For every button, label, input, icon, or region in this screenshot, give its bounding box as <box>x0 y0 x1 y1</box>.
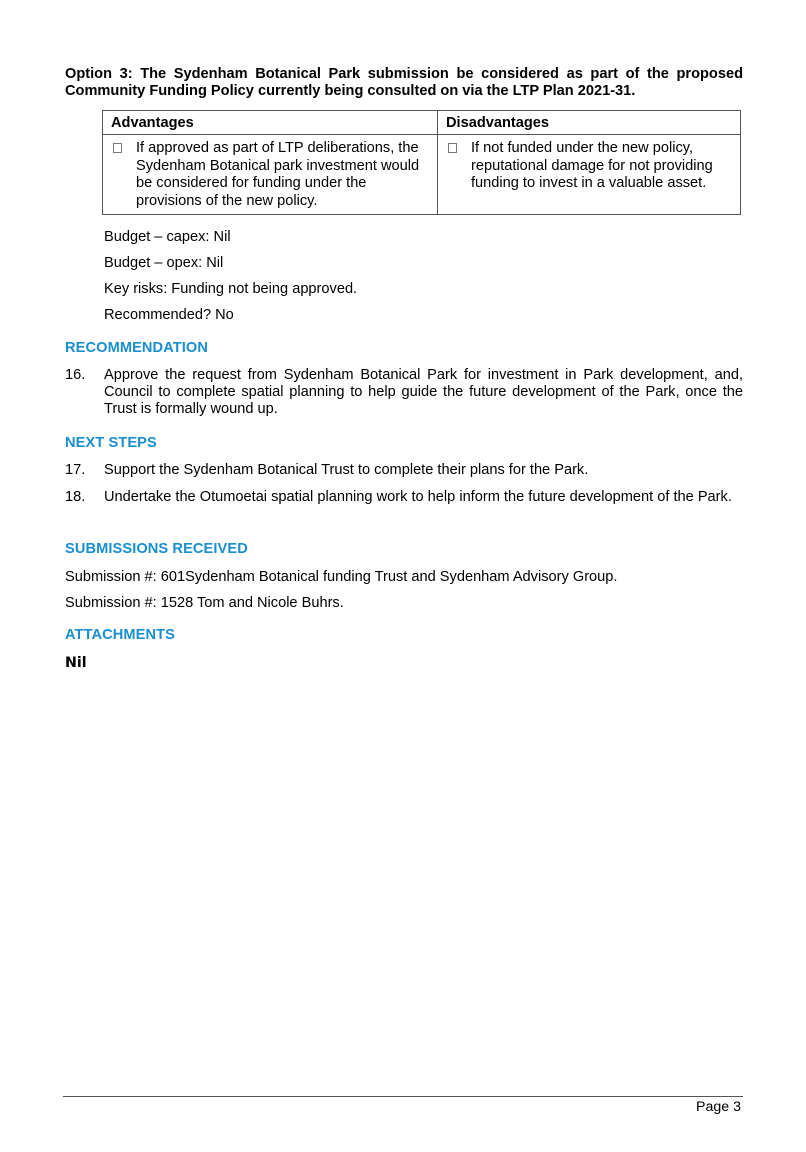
item-text: Approve the request from Sydenham Botanical Park for investment in Park development, and, Council to complete spatial planning to help guide the future development of the Park, once the Trust is formally wound up. <box>104 367 743 417</box>
budget-opex: Budget – opex: Nil <box>104 255 224 271</box>
recommended-status: Recommended? No <box>104 307 234 323</box>
option-heading: Option 3: The Sydenham Botanical Park submission be considered as part of the proposed Community Funding Policy currently being consulted on via the LTP Plan 2021-31. <box>65 66 743 99</box>
budget-capex: Budget – capex: Nil <box>104 229 231 245</box>
bullet-box-icon <box>448 143 457 153</box>
list-item <box>65 489 743 506</box>
list-item <box>65 462 743 479</box>
advantage-text: If approved as part of LTP deliberations, the Sydenham Botanical park investment would be considered for funding under the provisions of the new policy. <box>136 140 420 209</box>
next-steps-heading: NEXT STEPS <box>65 435 157 451</box>
options-table <box>102 110 741 215</box>
disadvantage-text: If not funded under the new policy, reputational damage for not providing funding to invest in a valuable asset. <box>471 140 713 191</box>
advantages-header: Advantages <box>103 111 438 135</box>
item-number: 17. <box>65 462 86 478</box>
item-text: Support the Sydenham Botanical Trust to complete their plans for the Park. <box>104 462 589 478</box>
item-number: 16. <box>65 367 86 383</box>
footer-divider <box>63 1096 743 1097</box>
submissions-heading: SUBMISSIONS RECEIVED <box>65 541 248 557</box>
recommendation-heading: RECOMMENDATION <box>65 340 209 356</box>
item-text: Undertake the Otumoetai spatial planning work to help inform the future development of the Park. <box>104 489 732 505</box>
advantage-bullet <box>111 140 429 210</box>
attachments-heading: ATTACHMENTS <box>65 627 175 643</box>
table-header-row <box>103 111 741 135</box>
item-number: 18. <box>65 489 86 505</box>
key-risks: Key risks: Funding not being approved. <box>104 281 358 297</box>
submission-item: Submission #: 601Sydenham Botanical funding Trust and Sydenham Advisory Group. <box>65 569 618 585</box>
disadvantage-bullet <box>446 140 732 193</box>
table-row <box>103 135 741 215</box>
bullet-box-icon <box>113 143 122 153</box>
attachments-value: Nil <box>65 655 87 671</box>
disadvantages-header: Disadvantages <box>438 111 741 135</box>
page-number: Page 3 <box>696 1099 741 1115</box>
list-item <box>65 367 743 418</box>
advantages-cell <box>103 135 438 215</box>
submission-item: Submission #: 1528 Tom and Nicole Buhrs. <box>65 595 344 611</box>
disadvantages-cell <box>438 135 741 215</box>
